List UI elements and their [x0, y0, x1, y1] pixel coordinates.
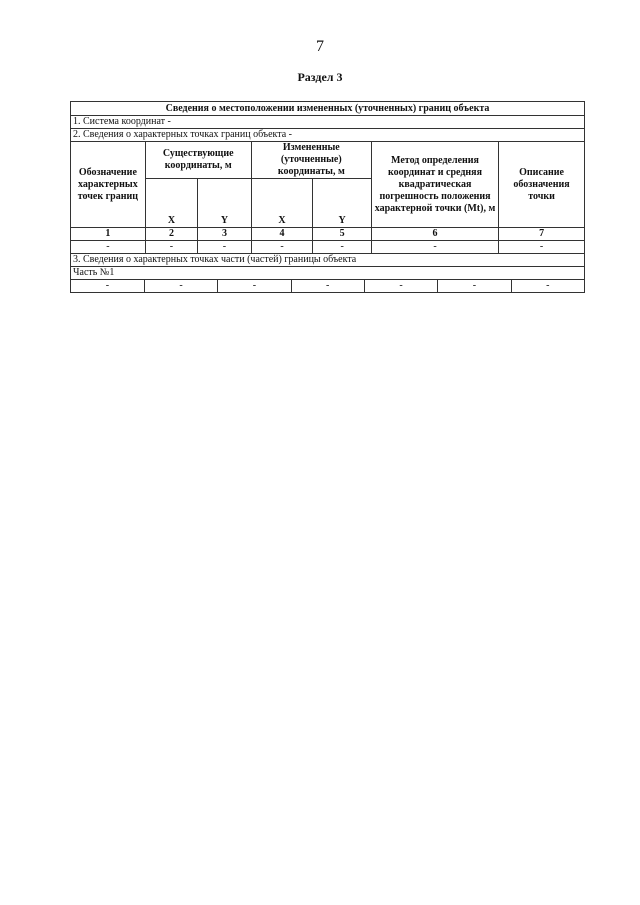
column-number: 2: [145, 228, 198, 241]
table-cell: -: [71, 280, 144, 292]
table-cell: -: [364, 280, 437, 292]
header-changed-coords: Измененные (уточненные) координаты, м: [251, 142, 371, 179]
part-label: Часть №1: [71, 267, 585, 280]
table-cell: -: [198, 241, 252, 254]
boundary-info-table: [70, 101, 585, 293]
column-number: 6: [371, 228, 498, 241]
header-y-existing: Y: [198, 179, 252, 228]
header-designation: Обозначение характерных точек границ: [71, 142, 146, 228]
part-points-row: 3. Сведения о характерных точках части (частей) границы объекта: [71, 254, 585, 267]
table-cell: -: [218, 280, 291, 292]
table-row: [71, 241, 585, 254]
table-row: [71, 280, 584, 292]
header-y-changed: Y: [313, 179, 372, 228]
header-method: Метод определения координат и средняя квадратическая погрешность положения характерной точки (Mt), м: [371, 142, 498, 228]
characteristic-points-row: 2. Сведения о характерных точках границ объекта -: [71, 129, 585, 142]
table-cell: -: [371, 241, 498, 254]
table-title: Сведения о местоположении измененных (уточненных) границ объекта: [71, 102, 585, 116]
header-description: Описание обозначения точки: [499, 142, 585, 228]
page-number: 7: [316, 38, 324, 55]
column-number: 5: [313, 228, 372, 241]
table-cell: -: [546, 280, 550, 291]
column-number: 1: [71, 228, 146, 241]
table-cell: -: [251, 241, 313, 254]
column-number: 3: [198, 228, 252, 241]
part-row-table: [71, 280, 584, 292]
table-cell: -: [499, 241, 585, 254]
column-number: 4: [251, 228, 313, 241]
table-cell: -: [144, 280, 217, 292]
header-x-existing: X: [145, 179, 198, 228]
table-cell: -: [145, 241, 198, 254]
header-existing-coords: Существующие координаты, м: [145, 142, 251, 179]
coordinate-system-row: 1. Система координат -: [71, 116, 585, 129]
table-cell: -: [71, 241, 146, 254]
table-cell: -: [291, 280, 364, 292]
section-title: Раздел 3: [297, 70, 343, 84]
table-cell: -: [438, 280, 511, 292]
column-number: 7: [499, 228, 585, 241]
part-row-container: [71, 280, 585, 293]
header-x-changed: X: [251, 179, 313, 228]
table-cell: -: [313, 241, 372, 254]
